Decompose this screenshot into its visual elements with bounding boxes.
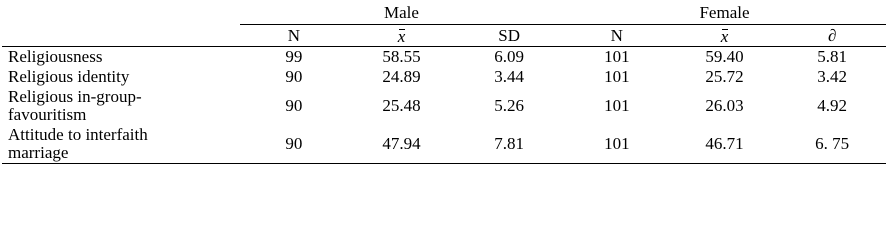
corner-cell <box>2 0 240 25</box>
group-header-row <box>2 0 886 25</box>
mean-symbol: x <box>397 26 406 46</box>
cell-male-n: 90 <box>285 96 303 115</box>
cell-male-mean: 24.89 <box>382 67 421 86</box>
table-row <box>2 125 886 164</box>
cell-female-sd: 5.81 <box>817 47 848 66</box>
table-row <box>2 87 886 125</box>
cell-female-sd: 4.92 <box>817 96 848 115</box>
column-header-female-sd: ∂ <box>778 25 886 47</box>
cell-female-mean: 25.72 <box>705 67 744 86</box>
table-row <box>2 67 886 87</box>
cell-male-sd: 3.44 <box>494 67 525 86</box>
mean-symbol: x <box>720 26 729 46</box>
label-column-header <box>2 25 240 47</box>
cell-male-mean: 58.55 <box>382 47 421 66</box>
column-header-male-sd: SD <box>455 25 563 47</box>
row-label <box>2 125 240 164</box>
statistics-table <box>2 0 886 164</box>
cell-male-n: 90 <box>285 67 303 86</box>
cell-female-mean: 26.03 <box>705 96 744 115</box>
cell-female-n: 101 <box>604 47 630 66</box>
row-label-line: favouritism <box>8 105 87 124</box>
row-label: Religiousness <box>8 47 103 66</box>
row-label-line: Religious in-group- <box>8 87 142 106</box>
cell-male-n: 99 <box>285 47 303 66</box>
cell-male-sd: 5.26 <box>494 96 525 115</box>
column-header-male-mean <box>348 25 456 47</box>
cell-male-sd: 7.81 <box>455 125 563 164</box>
cell-male-sd: 6.09 <box>494 47 525 66</box>
table-row <box>2 47 886 68</box>
cell-female-n: 101 <box>604 67 630 86</box>
row-label-line: Attitude to interfaith <box>8 125 148 144</box>
group-header-female: Female <box>563 0 886 25</box>
cell-male-mean: 47.94 <box>348 125 456 164</box>
cell-female-n: 101 <box>563 125 671 164</box>
cell-male-n: 90 <box>240 125 348 164</box>
column-header-row <box>2 25 886 47</box>
row-label: Religious identity <box>8 67 130 86</box>
cell-female-mean: 46.71 <box>671 125 779 164</box>
cell-female-sd: 3.42 <box>817 67 848 86</box>
row-label-line: marriage <box>8 143 69 162</box>
cell-female-n: 101 <box>604 96 630 115</box>
column-header-male-n: N <box>240 25 348 47</box>
cell-female-mean: 59.40 <box>705 47 744 66</box>
column-header-female-mean <box>671 25 779 47</box>
column-header-female-n: N <box>563 25 671 47</box>
group-header-male: Male <box>240 0 563 25</box>
row-label <box>2 87 240 125</box>
cell-male-mean: 25.48 <box>382 96 421 115</box>
cell-female-sd: 6. 75 <box>778 125 886 164</box>
